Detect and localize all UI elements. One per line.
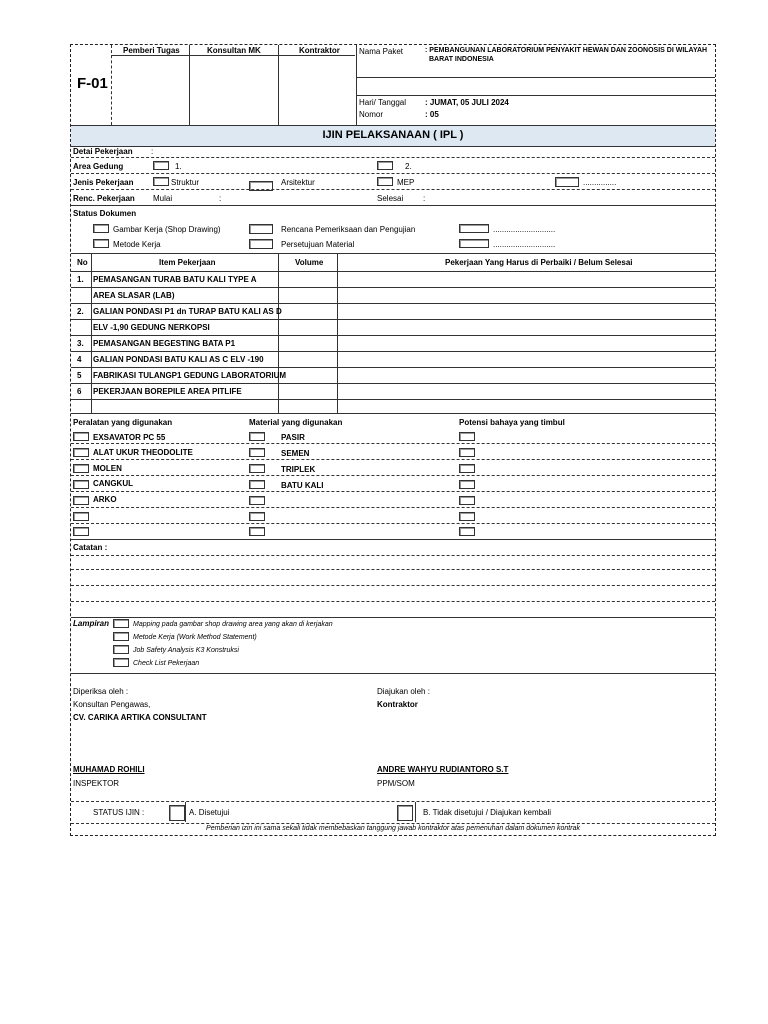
divider bbox=[71, 189, 715, 190]
lampiran-label: Lampiran bbox=[73, 619, 110, 628]
catatan-line[interactable] bbox=[71, 585, 715, 586]
row-divider bbox=[71, 287, 715, 288]
status-dokumen-label: Status Dokumen bbox=[73, 209, 137, 218]
page-title: IJIN PELAKSANAAN ( IPL ) bbox=[322, 129, 464, 141]
peralatan-item: ALAT UKUR THEODOLITE bbox=[93, 448, 193, 457]
ppm-role: PPM/SOM bbox=[377, 779, 415, 788]
konsultan-label: Konsultan Pengawas, bbox=[73, 700, 151, 709]
divider bbox=[71, 523, 715, 524]
lampiran-mapping-text: Mapping pada gambar shop drawing area yang akan di kerjakan bbox=[133, 621, 333, 628]
material-checkbox[interactable] bbox=[249, 480, 265, 489]
peralatan-label: Peralatan yang digunakan bbox=[73, 418, 173, 427]
material-checkbox[interactable] bbox=[249, 448, 265, 457]
gambar-kerja-checkbox[interactable] bbox=[93, 224, 109, 233]
row-no: 3. bbox=[77, 339, 84, 348]
nomor-label: Nomor bbox=[359, 110, 384, 119]
jenis-arsitektur-text: Arsitektur bbox=[281, 178, 315, 187]
peralatan-item: CANGKUL bbox=[93, 479, 133, 488]
peralatan-checkbox[interactable] bbox=[73, 512, 89, 521]
kontraktor-label: Kontraktor bbox=[377, 700, 418, 709]
divider bbox=[71, 673, 715, 674]
row-no: 6 bbox=[77, 387, 82, 396]
peralatan-checkbox[interactable] bbox=[73, 432, 89, 441]
divider bbox=[71, 271, 715, 272]
other-doc-1-text: ............................ bbox=[493, 225, 556, 234]
area-label: Area Gedung bbox=[73, 162, 124, 171]
table-header-volume: Volume bbox=[295, 258, 324, 267]
area-1-checkbox[interactable] bbox=[153, 161, 169, 170]
diperiksa-label: Diperiksa oleh : bbox=[73, 687, 129, 696]
metode-kerja-checkbox[interactable] bbox=[93, 239, 109, 248]
peralatan-checkbox[interactable] bbox=[73, 496, 89, 505]
divider bbox=[337, 253, 338, 413]
peralatan-checkbox[interactable] bbox=[73, 448, 89, 457]
material-checkbox[interactable] bbox=[249, 496, 265, 505]
divider bbox=[111, 45, 112, 125]
row-item: PEKERJAAN BOREPILE AREA PITLIFE bbox=[93, 387, 242, 396]
peralatan-item: EXSAVATOR PC 55 bbox=[93, 433, 166, 442]
area-1-text: 1. bbox=[175, 162, 182, 171]
divider bbox=[71, 413, 715, 414]
peralatan-checkbox[interactable] bbox=[73, 464, 89, 473]
other-doc-1-checkbox[interactable] bbox=[459, 224, 489, 233]
table-header-perbaiki: Pekerjaan Yang Harus di Perbaiki / Belum Selesai bbox=[445, 258, 633, 267]
row-item: FABRIKASI TULANGP1 GEDUNG LABORATORIUM bbox=[93, 371, 287, 380]
row-item: AREA SLASAR (LAB) bbox=[93, 291, 175, 300]
material-checkbox[interactable] bbox=[249, 464, 265, 473]
row-divider bbox=[71, 383, 715, 384]
row-item: GALIAN PONDASI P1 dn TURAP BATU KALI AS D bbox=[93, 307, 282, 316]
status-disetujui-checkbox[interactable] bbox=[169, 805, 185, 821]
divider bbox=[356, 77, 715, 78]
title-bar bbox=[71, 125, 715, 147]
row-divider bbox=[71, 351, 715, 352]
material-label: Material yang digunakan bbox=[249, 418, 343, 427]
role-pemberi-tugas: Pemberi Tugas bbox=[123, 46, 180, 55]
role-konsultan-mk: Konsultan MK bbox=[207, 46, 261, 55]
divider bbox=[189, 45, 190, 125]
row-no: 4 bbox=[77, 355, 82, 364]
row-no: 2. bbox=[77, 307, 84, 316]
row-divider bbox=[71, 367, 715, 368]
colon: : bbox=[423, 194, 426, 203]
status-tidak-disetujui-checkbox[interactable] bbox=[397, 805, 413, 821]
catatan-line[interactable] bbox=[71, 569, 715, 570]
jenis-struktur-text: Struktur bbox=[171, 178, 200, 187]
hari-value: : JUMAT, 05 JULI 2024 bbox=[425, 98, 509, 107]
divider bbox=[71, 475, 715, 476]
material-checkbox[interactable] bbox=[249, 527, 265, 536]
row-item: ELV -1,90 GEDUNG NERKOPSI bbox=[93, 323, 210, 332]
jenis-mep-checkbox[interactable] bbox=[377, 177, 393, 186]
selesai-label: Selesai bbox=[377, 194, 404, 203]
row-divider bbox=[71, 399, 715, 400]
row-item: PEMASANGAN BEGESTING BATA P1 bbox=[93, 339, 236, 348]
potensi-checkbox[interactable] bbox=[459, 527, 475, 536]
row-item: GALIAN PONDASI BATU KALI AS C ELV -190 bbox=[93, 355, 264, 364]
konsultan-company: CV. CARIKA ARTIKA CONSULTANT bbox=[73, 713, 207, 722]
divider bbox=[71, 617, 715, 618]
area-2-checkbox[interactable] bbox=[377, 161, 393, 170]
peralatan-item: ARKO bbox=[93, 495, 117, 504]
divider bbox=[71, 459, 715, 460]
gambar-kerja-text: Gambar Kerja (Shop Drawing) bbox=[113, 225, 221, 234]
divider bbox=[356, 45, 357, 125]
material-item: BATU KALI bbox=[281, 481, 324, 490]
nomor-value: : 05 bbox=[425, 110, 439, 119]
table-header-no: No bbox=[77, 258, 88, 267]
divider bbox=[71, 253, 715, 254]
divider bbox=[71, 539, 715, 540]
potensi-checkbox[interactable] bbox=[459, 512, 475, 521]
divider bbox=[71, 443, 715, 444]
lampiran-checklist-checkbox[interactable] bbox=[113, 658, 129, 667]
rencana-pemeriksaan-checkbox[interactable] bbox=[249, 224, 273, 234]
renc-label: Renc. Pekerjaan bbox=[73, 194, 135, 203]
divider bbox=[71, 801, 715, 802]
potensi-checkbox[interactable] bbox=[459, 496, 475, 505]
status-disetujui-text: A. Disetujui bbox=[189, 808, 230, 817]
jenis-struktur-checkbox[interactable] bbox=[153, 177, 169, 186]
material-checkbox[interactable] bbox=[249, 512, 265, 521]
potensi-label: Potensi bahaya yang timbul bbox=[459, 418, 565, 427]
jenis-other-checkbox[interactable] bbox=[555, 177, 579, 187]
lampiran-checklist-text: Check List Pekerjaan bbox=[133, 660, 200, 667]
status-ijin-label: STATUS IJIN : bbox=[93, 808, 145, 817]
potensi-checkbox[interactable] bbox=[459, 464, 475, 473]
area-2-text: 2. bbox=[405, 162, 412, 171]
detail-label: Detai Pekerjaan bbox=[73, 147, 133, 156]
row-divider bbox=[71, 319, 715, 320]
divider bbox=[278, 253, 279, 413]
lampiran-mapping-checkbox[interactable] bbox=[113, 619, 129, 628]
lampiran-metode-checkbox[interactable] bbox=[113, 632, 129, 641]
divider bbox=[185, 802, 186, 822]
colon: : bbox=[219, 194, 222, 203]
other-doc-2-checkbox[interactable] bbox=[459, 239, 489, 248]
divider bbox=[415, 802, 416, 822]
peralatan-checkbox[interactable] bbox=[73, 480, 89, 489]
row-divider bbox=[71, 303, 715, 304]
hari-label: Hari/ Tanggal bbox=[359, 98, 406, 107]
divider bbox=[71, 173, 715, 174]
catatan-line[interactable] bbox=[71, 601, 715, 602]
divider bbox=[91, 253, 92, 413]
divider bbox=[278, 45, 279, 125]
material-item: PASIR bbox=[281, 433, 305, 442]
potensi-checkbox[interactable] bbox=[459, 448, 475, 457]
inspektor-name: MUHAMAD ROHILI bbox=[73, 765, 145, 774]
row-item: PEMASANGAN TURAB BATU KALI TYPE A bbox=[93, 275, 257, 284]
peralatan-item: MOLEN bbox=[93, 464, 122, 473]
catatan-line[interactable] bbox=[71, 555, 715, 556]
material-item: TRIPLEK bbox=[281, 465, 316, 474]
row-no: 5 bbox=[77, 371, 82, 380]
metode-kerja-text: Metode Kerja bbox=[113, 240, 161, 249]
colon: : bbox=[151, 147, 154, 156]
material-checkbox[interactable] bbox=[249, 432, 265, 441]
potensi-checkbox[interactable] bbox=[459, 480, 475, 489]
catatan-label: Catatan : bbox=[73, 543, 108, 552]
lampiran-metode-text: Metode Kerja (Work Method Statement) bbox=[133, 634, 257, 641]
row-divider bbox=[71, 335, 715, 336]
rencana-pemeriksaan-text: Rencana Pemeriksaan dan Pengujian bbox=[281, 225, 416, 234]
jenis-mep-text: MEP bbox=[397, 178, 415, 187]
persetujuan-material-text: Persetujuan Material bbox=[281, 240, 355, 249]
form-code: F-01 bbox=[77, 75, 108, 92]
other-doc-2-text: ............................ bbox=[493, 240, 556, 249]
divider bbox=[71, 491, 715, 492]
divider bbox=[356, 95, 715, 96]
ppm-name: ANDRE WAHYU RUDIANTORO S.T bbox=[377, 765, 509, 774]
nama-paket-value-cont: BARAT INDONESIA bbox=[429, 56, 494, 63]
jenis-other-text: ............... bbox=[583, 178, 617, 187]
status-tidak-disetujui-text: B. Tidak disetujui / Diajukan kembali bbox=[423, 808, 552, 817]
divider bbox=[71, 507, 715, 508]
lampiran-jsa-text: Job Safety Analysis K3 Konstruksi bbox=[133, 647, 239, 654]
peralatan-checkbox[interactable] bbox=[73, 527, 89, 536]
role-kontraktor: Kontraktor bbox=[299, 46, 340, 55]
lampiran-jsa-checkbox[interactable] bbox=[113, 645, 129, 654]
nama-paket-label: Nama Paket bbox=[359, 47, 404, 56]
material-item: SEMEN bbox=[281, 449, 310, 458]
ipl-form bbox=[70, 44, 716, 836]
row-no: 1. bbox=[77, 275, 84, 284]
potensi-checkbox[interactable] bbox=[459, 432, 475, 441]
diajukan-label: Diajukan oleh : bbox=[377, 687, 430, 696]
table-header-item: Item Pekerjaan bbox=[159, 258, 216, 267]
divider bbox=[71, 205, 715, 206]
mulai-label: Mulai bbox=[153, 194, 173, 203]
inspektor-role: INSPEKTOR bbox=[73, 779, 120, 788]
jenis-label: Jenis Pekerjaan bbox=[73, 178, 134, 187]
footer-note: Pemberian izin ini sama sekali tidak membebaskan tanggung jawab kontraktor atas pemenuhan dalam dokumen kontrak bbox=[206, 825, 580, 832]
nama-paket-value: : PEMBANGUNAN LABORATORIUM PENYAKIT HEWAN DAN ZOONOSIS DI WILAYAH bbox=[425, 47, 708, 54]
persetujuan-material-checkbox[interactable] bbox=[249, 239, 273, 249]
divider bbox=[71, 157, 715, 158]
